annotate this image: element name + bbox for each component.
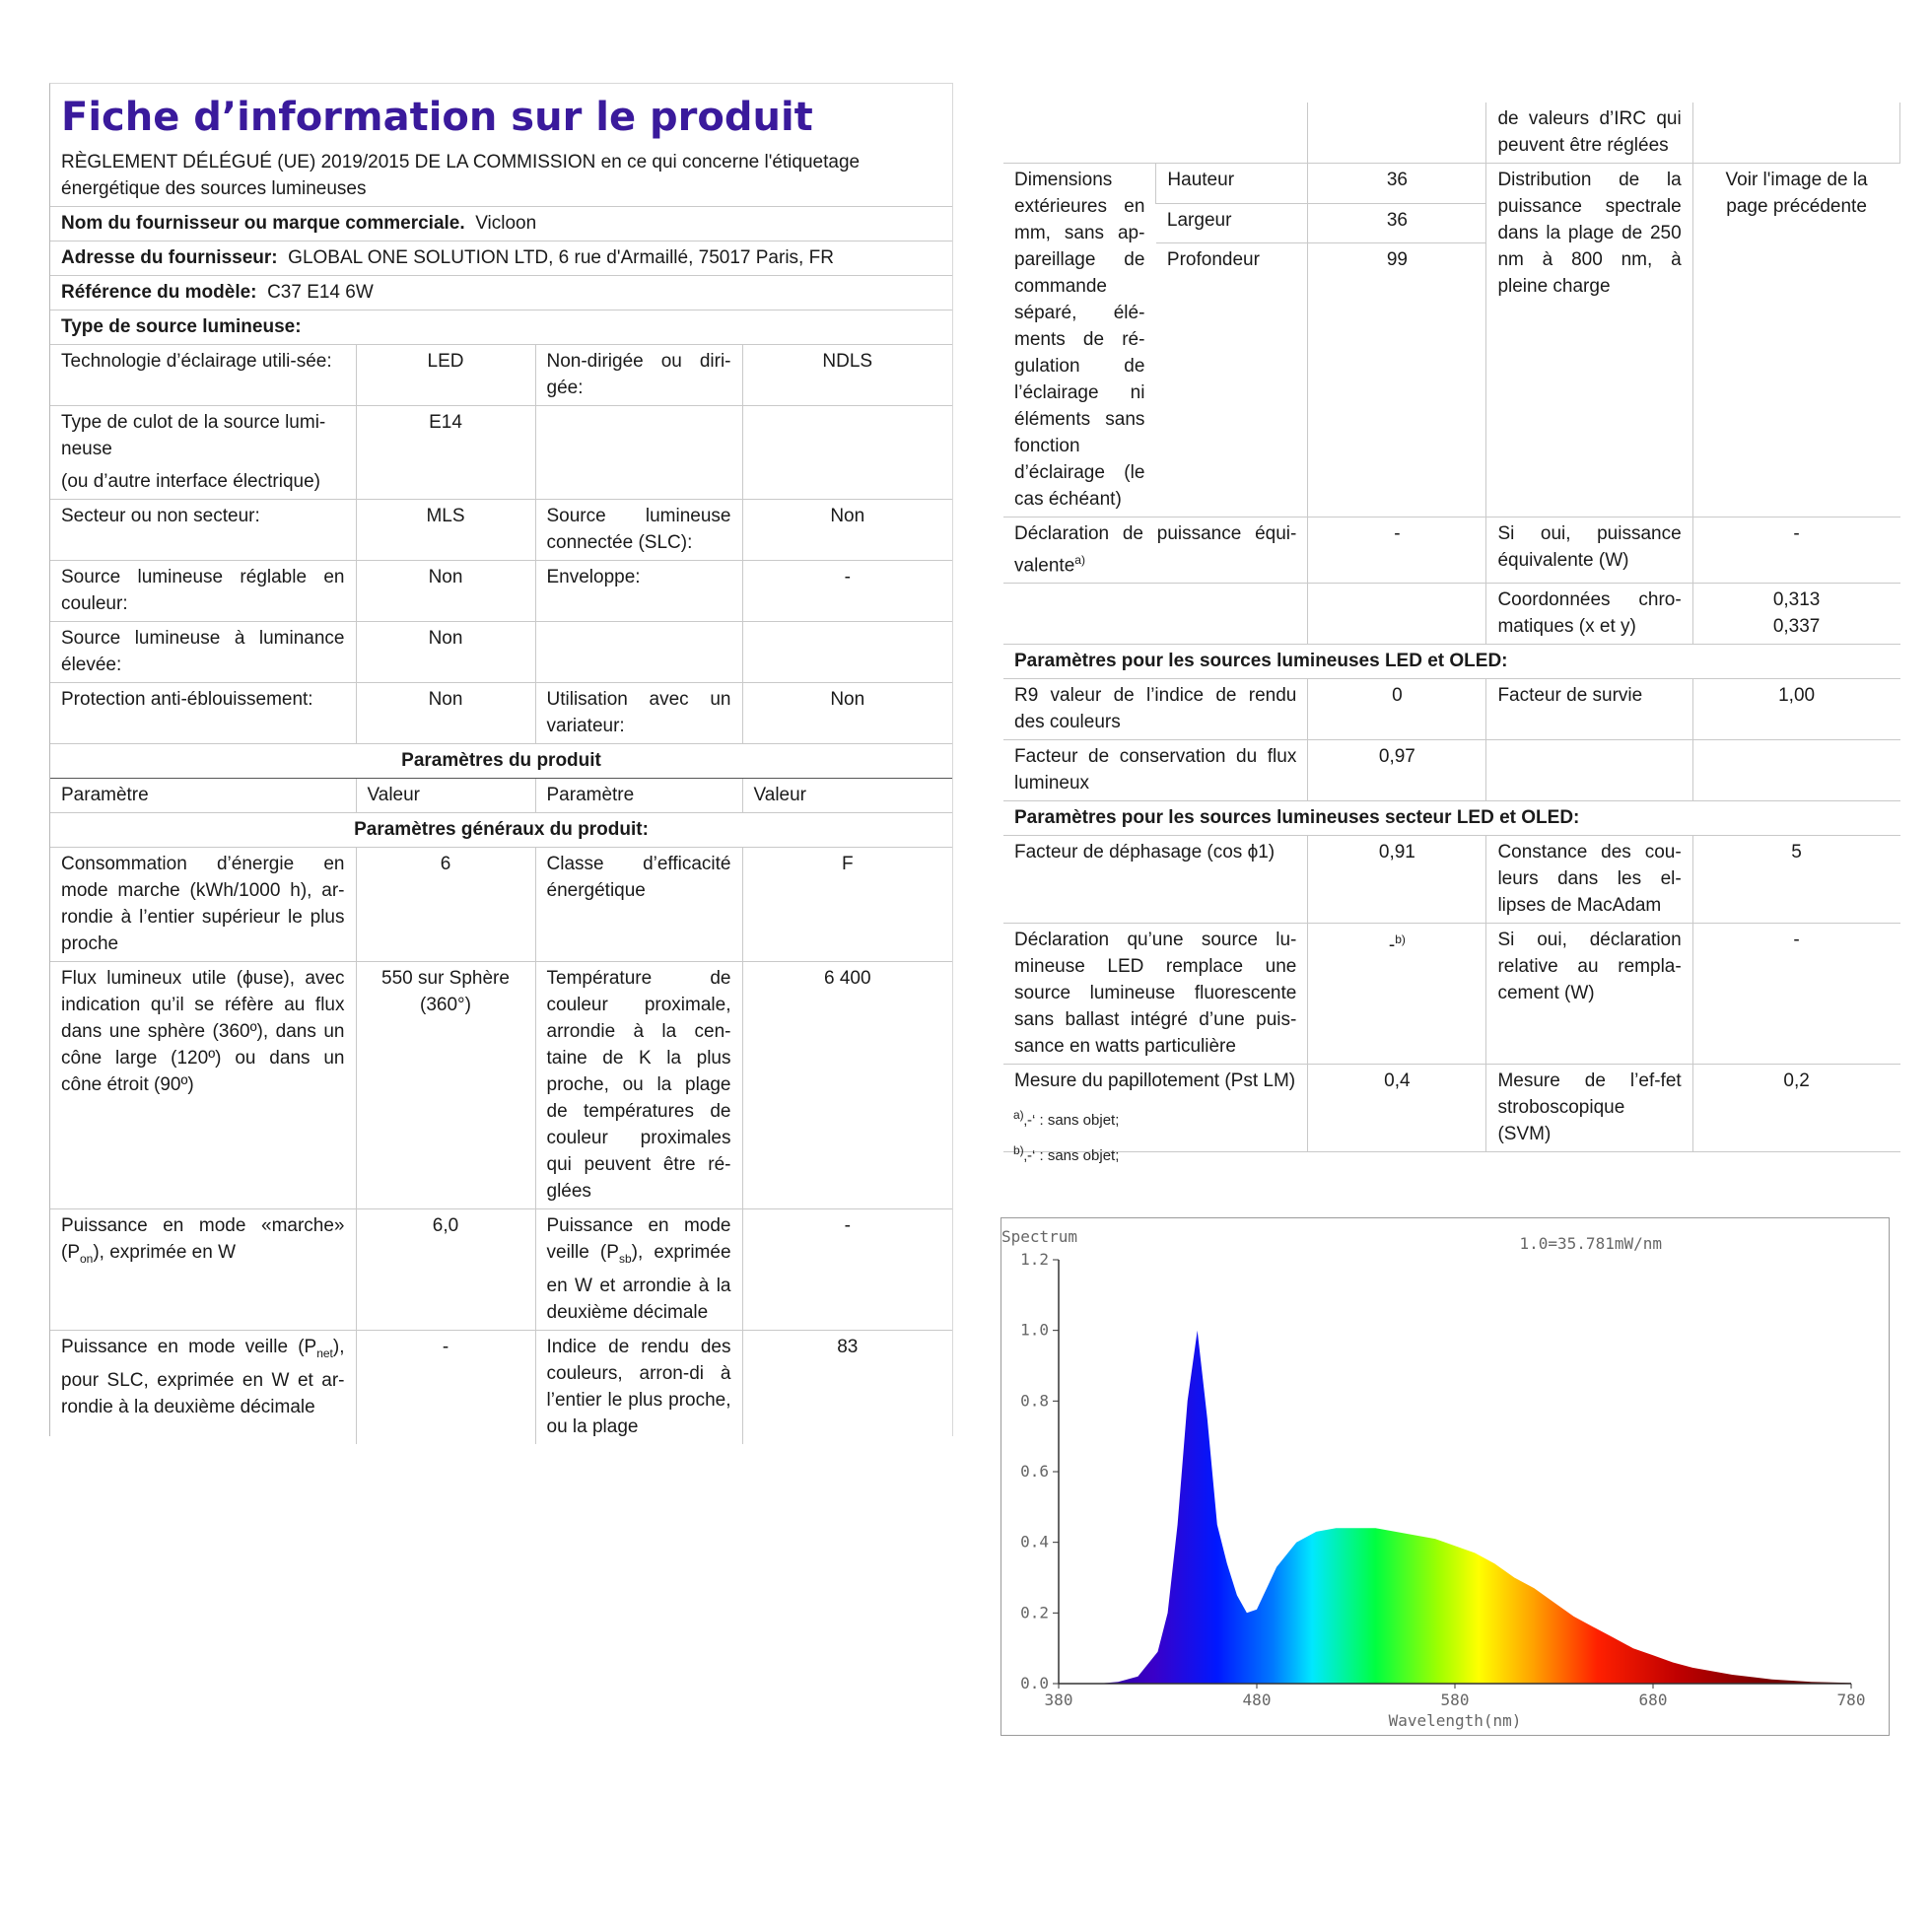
mains-led-heading: Paramètres pour les sources lumineuses secteur LED et OLED: [1003,801,1900,836]
chroma-label: Coordonnées chro-matiques (x et y) [1486,584,1692,645]
pnet-value: - [356,1330,535,1444]
chart-title: Spectrum [1001,1227,1078,1246]
y-tick-label: 1.0 [1020,1320,1049,1340]
dimmer-value: Non [742,683,952,744]
colour-consistency-value: 5 [1692,836,1899,924]
pf-value: 0,91 [1308,836,1486,924]
supplier-address-value: GLOBAL ONE SOLUTION LTD, 6 rue d'Armaillé, 75017 Paris, FR [288,247,834,268]
product-table-left [50,147,952,1444]
cri-label: Indice de rendu des couleurs, arron-di à l’entier le plus proche, ou la plage [535,1330,742,1444]
replace-value [1308,924,1486,1065]
general-params-heading: Paramètres généraux du produit: [50,813,952,848]
replace-w-label: Si oui, déclaration relative au rempla-cement (W) [1486,924,1692,1065]
chroma-x: 0,313 [1772,589,1821,611]
y-ticks [1020,1250,1059,1692]
footnote-b-text: ‚-‘ : sans objet; [1023,1147,1120,1164]
high-luminance-value: Non [356,622,535,683]
supplier-name-row [50,207,952,242]
stroboscopic-value: 0,2 [1692,1065,1899,1152]
regulation-text: RÈGLEMENT DÉLÉGUÉ (UE) 2019/2015 DE LA COMMISSION en ce qui concerne l'étiquetage énergétique des sources lumineuses [61,152,861,199]
y-tick-label: 1.2 [1020,1250,1049,1269]
pnet-label-a: Puissance en mode veille (P [61,1336,317,1357]
footnote-a [1013,1100,1119,1136]
empty-cell [1486,740,1692,801]
mains-value: MLS [356,500,535,561]
supplier-name-value: Vicloon [475,213,537,234]
stroboscopic-label: Mesure de l’ef-fet stroboscopique (SVM) [1486,1065,1692,1152]
empty-cell [1003,584,1308,645]
replace-value-dash: - [1388,934,1396,956]
empty-cell [1692,740,1899,801]
supplier-address-label: Adresse du fournisseur: [61,247,278,268]
spectrum-chart [1000,1217,1890,1736]
product-info-sheet [49,83,953,1436]
y-tick-label: 0.0 [1020,1674,1049,1692]
cri-value: 83 [742,1330,952,1444]
x-ticks [1045,1684,1866,1709]
flux-label: Flux lumineux utile (ϕuse), avec indication qu’il se réfère au flux dans une sphère (360º), dans un cône large (120º) ou dans un cône étroit (90º) [50,962,356,1209]
survival-label: Facteur de survie [1486,679,1692,740]
product-table-right [1003,103,1900,1152]
depth-label: Profondeur [1156,243,1308,518]
height-label: Hauteur [1156,164,1308,204]
supplier-name-label: Nom du fournisseur ou marque commerciale. [61,213,465,234]
envelope-label: Enveloppe: [535,561,742,622]
chart-annotation: 1.0=35.781mW/nm [1519,1234,1662,1253]
connected-label: Source lumineuse connectée (SLC): [535,500,742,561]
footnote-a-text: ‚-‘ : sans objet; [1023,1112,1120,1129]
lumen-maint-value: 0,97 [1308,740,1486,801]
psb-label [535,1209,742,1331]
anti-glare-label: Protection anti-éblouissement: [50,683,356,744]
x-tick-label: 480 [1242,1690,1272,1709]
replace-label: Déclaration qu’une source lu-mineuse LED remplace une source lumineuse fluorescente sans ballast intégré d’une puis-sance en watts particulière [1003,924,1308,1065]
y-tick-label: 0.2 [1020,1603,1049,1622]
col-header-param: Paramètre [50,779,356,813]
spectrum-area [1059,1331,1851,1684]
envelope-value: - [742,561,952,622]
footnotes [1013,1100,1119,1171]
equiv-sup: a) [1074,553,1085,567]
y-tick-label: 0.4 [1020,1532,1049,1552]
x-tick-label: 780 [1836,1690,1866,1709]
equiv-w-label: Si oui, puissance équivalente (W) [1486,518,1692,584]
replace-value-sup: b) [1395,932,1406,947]
tech-value: LED [356,345,535,406]
depth-value: 99 [1308,243,1486,518]
empty-cell [1003,103,1308,164]
energy-value: 6 [356,848,535,962]
class-value: F [742,848,952,962]
dims-label: Dimensions extérieures en mm, sans ap-pareillage de commande séparé, élé-ments de ré-gulation de l’éclairage ni éléments sans fonction d’éclairage (le cas échéant) [1003,164,1156,518]
empty-cell [535,406,742,500]
col-header-param: Paramètre [535,779,742,813]
product-params-heading: Paramètres du produit [50,744,952,779]
psb-value: - [742,1209,952,1331]
flicker-value: 0,4 [1308,1065,1486,1152]
spectrum-svg [1001,1218,1889,1735]
r9-value: 0 [1308,679,1486,740]
cct-value: 6 400 [742,962,952,1209]
cct-label: Température de couleur proximale, arrondie à la cen-taine de K la plus proche, ou la plage de températures de couleur proximales qui peuvent être ré-glées [535,962,742,1209]
dimmer-label: Utilisation avec un variateur: [535,683,742,744]
psb-label-b: ), exprimée en W et arrondie à la deuxième décimale [546,1242,731,1323]
x-axis-label: Wavelength(nm) [1388,1711,1522,1730]
col-header-value: Valeur [356,779,535,813]
r9-label: R9 valeur de l’indice de rendu des couleurs [1003,679,1308,740]
supplier-address-row [50,242,952,276]
equiv-value: - [1308,518,1486,584]
psb-label-a: Puissance en mode veille (P [546,1215,731,1263]
pnet-label [50,1330,356,1444]
empty-cell [742,406,952,500]
pon-sub: on [80,1251,94,1266]
colour-tunable-value: Non [356,561,535,622]
flicker-label: Mesure du papillotement (Pst LM) [1003,1065,1308,1152]
light-source-type-label: Type de source lumineuse: [50,310,952,345]
class-label: Classe d’efficacité énergétique [535,848,742,962]
x-tick-label: 680 [1638,1690,1668,1709]
directional-value: NDLS [742,345,952,406]
cap-value: E14 [356,406,535,500]
spd-value: Voir l'image de la page précédente [1692,164,1899,518]
anti-glare-value: Non [356,683,535,744]
model-ref-row [50,276,952,310]
footnote-b [1013,1136,1119,1171]
cap-label-2: (ou d’autre interface électrique) [61,471,320,492]
survival-value: 1,00 [1692,679,1899,740]
mains-label: Secteur ou non secteur: [50,500,356,561]
y-tick-label: 0.6 [1020,1462,1049,1481]
cap-type-cell [50,406,356,500]
x-tick-label: 380 [1044,1690,1073,1709]
footnote-a-marker: a) [1013,1108,1024,1122]
col-header-value: Valeur [742,779,952,813]
led-heading: Paramètres pour les sources lumineuses LED et OLED: [1003,645,1900,679]
pnet-label-b: ), pour SLC, exprimée en W et ar-rondie à la deuxième décimale [61,1336,345,1417]
pon-value: 6,0 [356,1209,535,1331]
empty-cell [535,622,742,683]
colour-consistency-label: Constance des cou-leurs dans les el-lipses de MacAdam [1486,836,1692,924]
equiv-label-text: Déclaration de puissance équi-valente [1014,523,1297,577]
high-luminance-label: Source lumineuse à luminance élevée: [50,622,356,683]
colour-tunable-label: Source lumineuse réglable en couleur: [50,561,356,622]
width-label: Largeur [1156,203,1308,243]
spd-label: Distribution de la puissance spectrale dans la plage de 250 nm à 800 nm, à pleine charge [1486,164,1692,518]
model-ref-label: Référence du modèle: [61,282,257,303]
x-tick-label: 580 [1440,1690,1470,1709]
page-title: Fiche d’information sur le produit [61,95,813,140]
cri-continuation: de valeurs d’IRC qui peuvent être réglées [1486,103,1692,164]
empty-cell [1308,584,1486,645]
y-tick-label: 0.8 [1020,1391,1049,1411]
tech-label: Technologie d’éclairage utili-sée: [50,345,356,406]
psb-sub: sb [618,1251,632,1266]
product-table-right-panel [1003,103,1900,1152]
equiv-label [1003,518,1308,584]
flux-value: 550 sur Sphère (360°) [356,962,535,1209]
lumen-maint-label: Facteur de conservation du flux lumineux [1003,740,1308,801]
equiv-w-value: - [1692,518,1899,584]
chroma-y: 0,337 [1772,616,1821,638]
empty-cell [1308,103,1486,164]
empty-cell [1692,103,1899,164]
pon-label-a: Puissance en mode «marche» (P [61,1215,345,1263]
model-ref-value: C37 E14 6W [267,282,374,303]
cap-label: Type de culot de la source lumi-neuse [61,412,326,459]
height-value: 36 [1308,164,1486,204]
energy-label: Consommation d’énergie en mode marche (kWh/1000 h), ar-rondie à l’entier supérieur le plus proche [50,848,356,962]
empty-cell [742,622,952,683]
footnote-b-marker: b) [1013,1143,1024,1157]
pnet-sub: net [316,1346,333,1360]
directional-label: Non-dirigée ou diri-gée: [535,345,742,406]
chroma-values [1692,584,1899,645]
replace-w-value: - [1692,924,1899,1065]
pf-label: Facteur de déphasage (cos ϕ1) [1003,836,1308,924]
pon-label [50,1209,356,1331]
connected-value: Non [742,500,952,561]
width-value: 36 [1308,203,1486,243]
pon-label-b: ), exprimée en W [93,1242,237,1263]
